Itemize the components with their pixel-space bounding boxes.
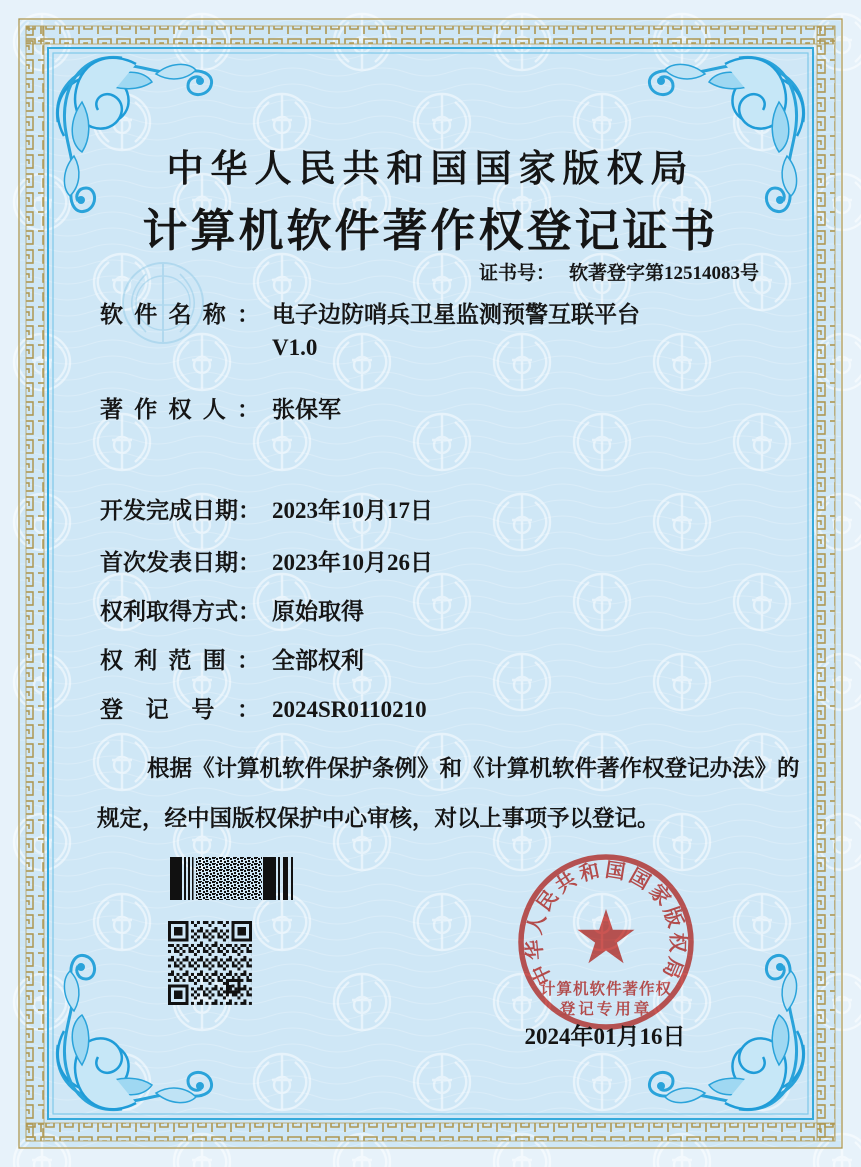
field-row-dev-complete-date: [100, 494, 433, 527]
field-label-copyright-owner: 著作权人：: [100, 397, 260, 422]
field-row-right-scope: [100, 644, 364, 677]
field-value-first-publish-date: 2023年10月26日: [272, 550, 433, 575]
star-icon: [578, 909, 635, 963]
seal-ring-text: 中华人民共和国国家版权局: [523, 859, 689, 989]
authority-title: 中华人民共和国国家版权局: [166, 149, 695, 190]
issue-date: 2024年01月16日: [524, 1024, 686, 1049]
statement-line2: 规定，经中国版权保护中心审核，对以上事项予以登记。: [97, 806, 660, 831]
statement-line1: 根据《计算机软件保护条例》和《计算机软件著作权登记办法》的: [147, 756, 800, 781]
certificate-number-label: 证书号：: [478, 263, 555, 284]
certificate-number-value: 软著登字第12514083号: [568, 263, 759, 284]
field-row-registration-number: [100, 693, 427, 726]
field-row-first-publish-date: [100, 546, 433, 579]
seal-line2: 登记专用章: [559, 1001, 653, 1018]
seal-line1: 计算机软件著作权: [539, 981, 673, 998]
field-value-copyright-owner: 张保军: [272, 397, 341, 422]
field-value-right-scope: 全部权利: [272, 648, 364, 673]
pdf417-barcode: [170, 857, 294, 900]
field-label-first-publish-date: 首次发表日期：: [100, 550, 261, 575]
software-name-line1: 电子边防哨兵卫星监测预警互联平台: [272, 302, 640, 327]
field-row-software-name: [100, 298, 640, 364]
official-seal: [506, 842, 706, 1042]
field-value-right-acquisition: 原始取得: [272, 599, 364, 624]
software-version: V1.0: [272, 335, 318, 360]
registration-statement: [97, 744, 800, 844]
field-label-dev-complete-date: 开发完成日期：: [100, 498, 261, 523]
certificate-number: [479, 258, 759, 285]
field-row-copyright-owner: [100, 393, 341, 426]
field-label-software-name: 软件名称：: [100, 302, 260, 327]
field-label-right-scope: 权利范围：: [100, 648, 260, 673]
field-value-dev-complete-date: 2023年10月17日: [272, 498, 433, 523]
qr-code: [168, 921, 252, 1005]
field-row-right-acquisition: [100, 595, 364, 628]
field-label-registration-number: 登记号：: [100, 697, 260, 722]
field-value-software-name: [272, 298, 640, 364]
field-value-registration-number: 2024SR0110210: [272, 697, 427, 722]
certificate-title: 计算机软件著作权登记证书: [142, 206, 719, 256]
field-label-right-acquisition: 权利取得方式：: [100, 599, 261, 624]
